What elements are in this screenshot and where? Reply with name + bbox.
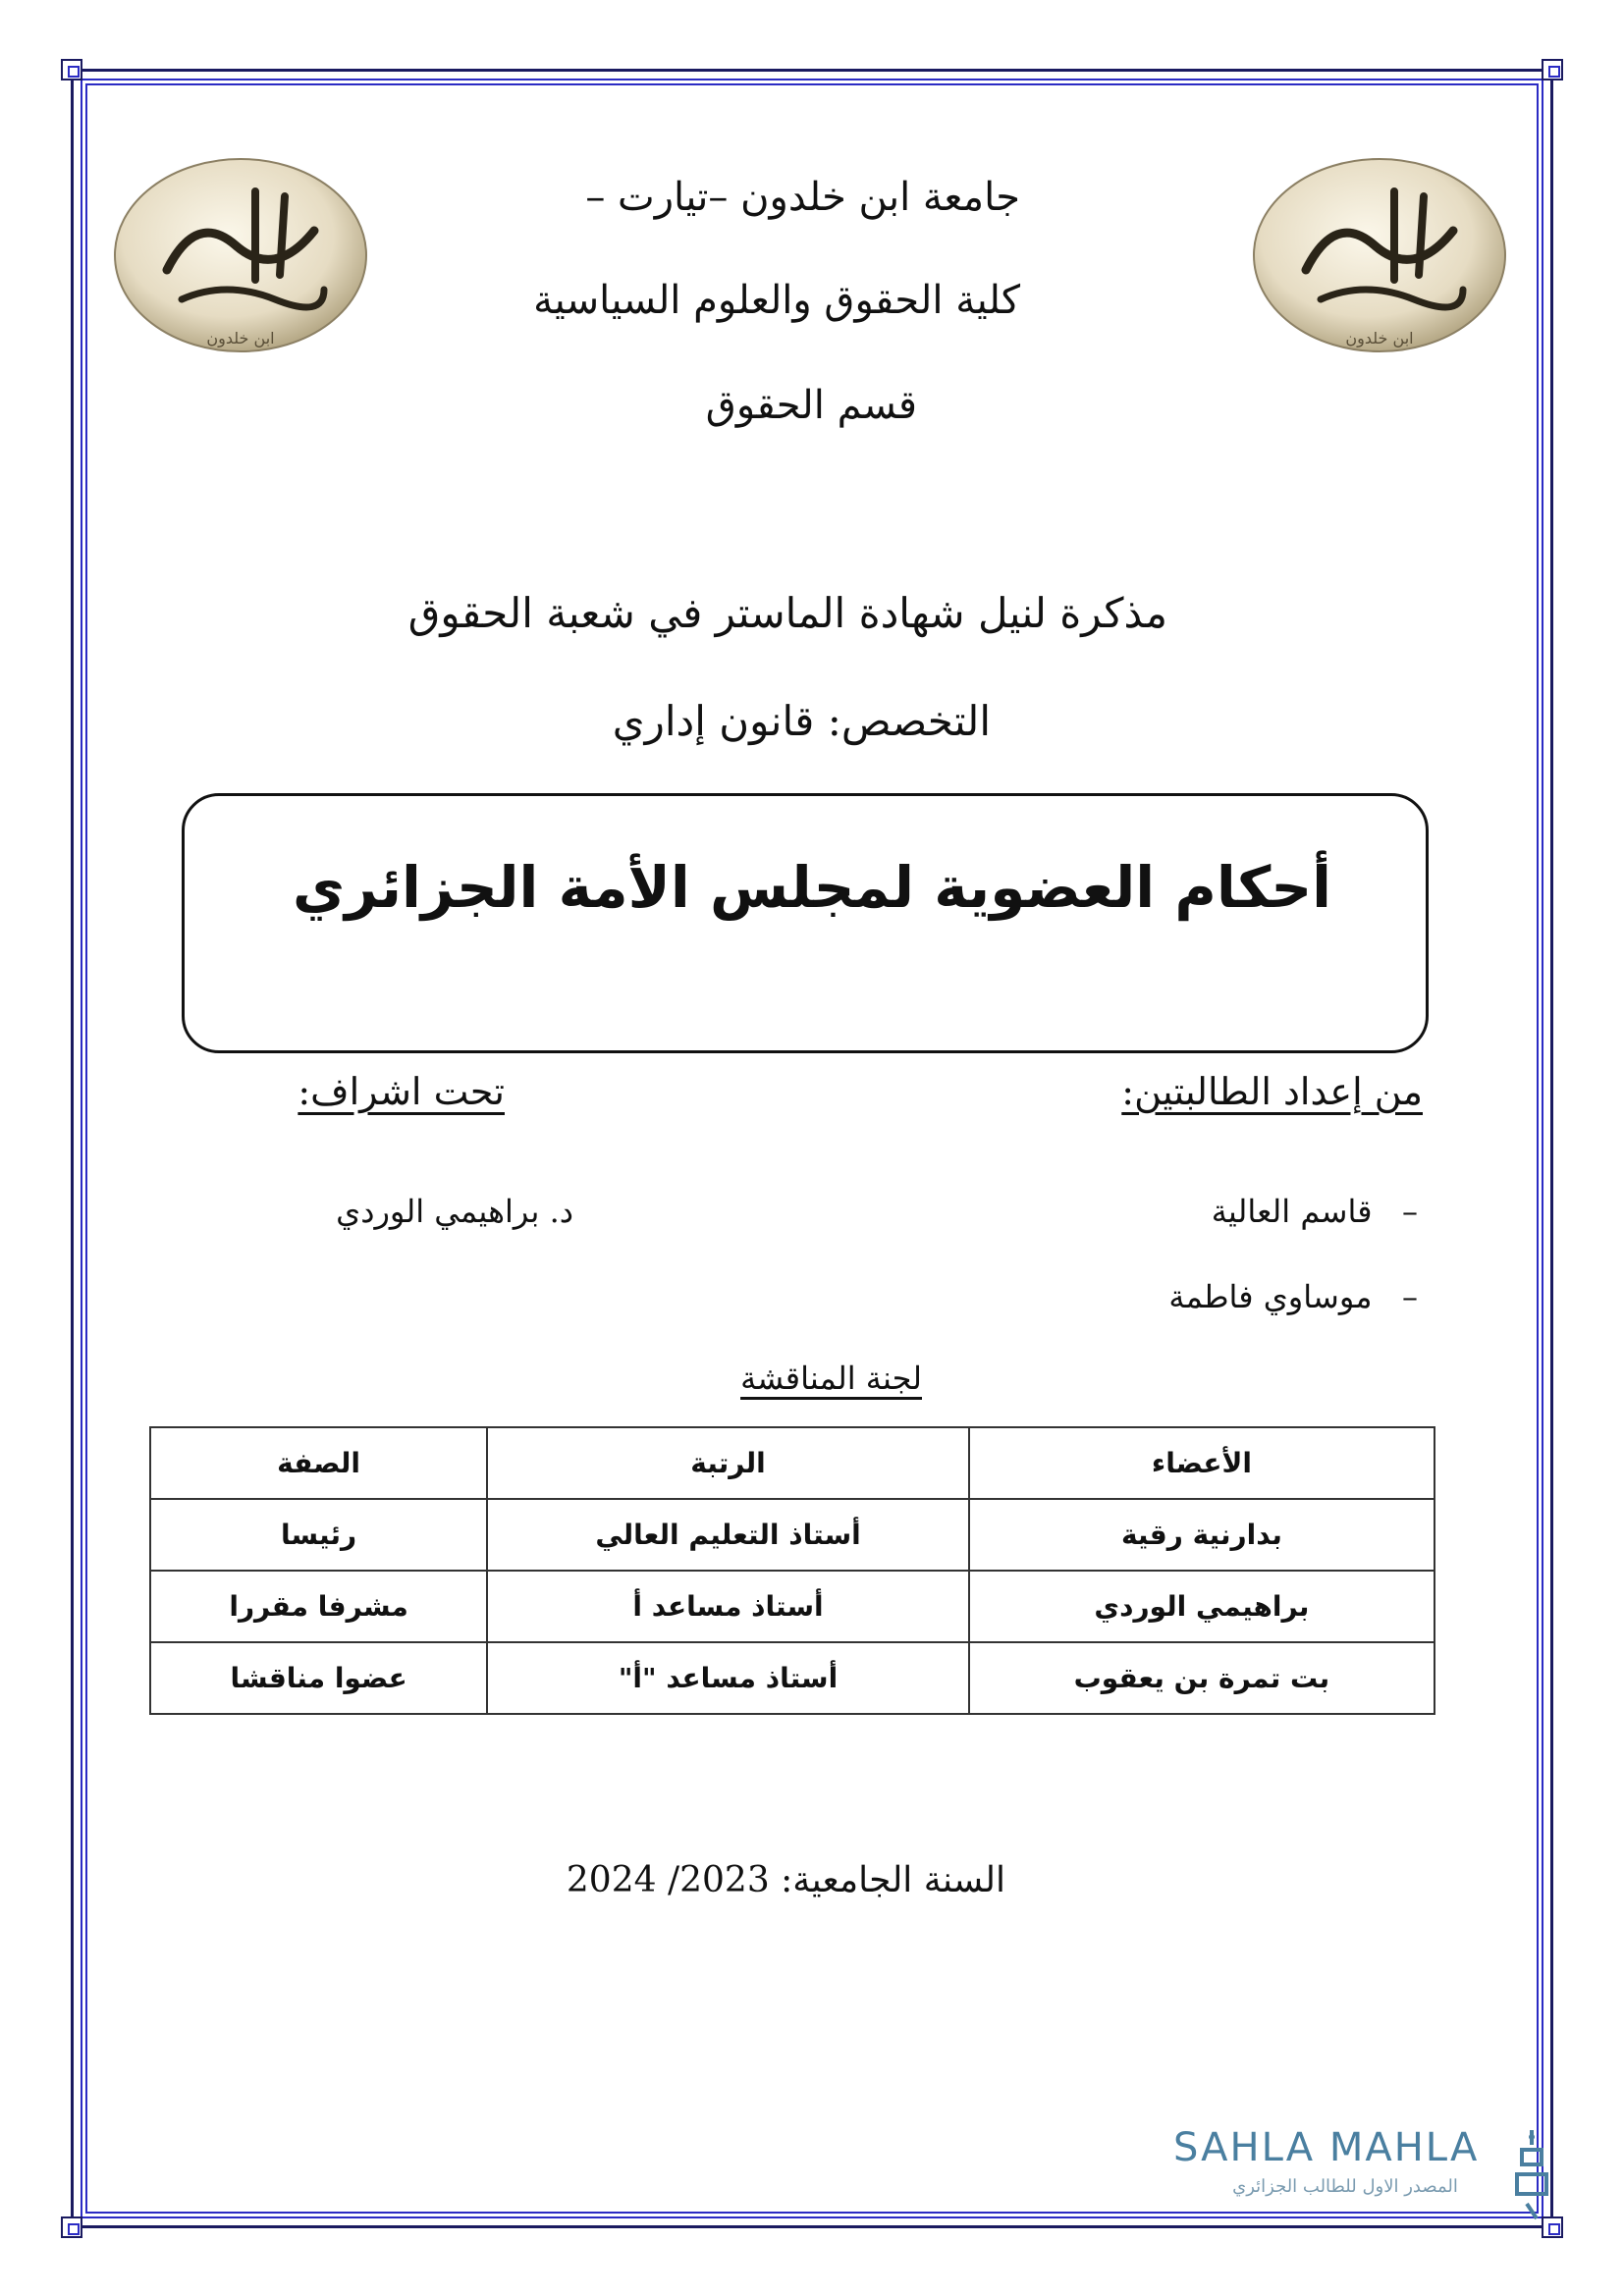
committee-label: لجنة المناقشة [740,1360,922,1397]
memo-specialty: التخصص: قانون إداري [612,697,991,745]
table-row [150,1571,1435,1642]
supervisor-name: د. براهيمي الوردي [336,1193,573,1230]
thesis-title: أحكام العضوية لمجلس الأمة الجزائري [292,854,1332,921]
table-cell: أستاذ التعليم العالي [487,1499,969,1571]
department-name: قسم الحقوق [705,383,917,428]
student-item [1168,1278,1418,1315]
logo-left-text: ابن خلدون [206,329,275,347]
table-cell: بت تمرة بن يعقوب [969,1642,1435,1714]
table-row [150,1642,1435,1714]
frame-corner-top-left [61,59,82,80]
university-name: جامعة ابن خلدون –تيارت – [585,175,1020,220]
university-logo-right [1247,152,1512,358]
table-cell: عضوا مناقشا [150,1642,487,1714]
academic-year: السنة الجامعية: 2023/ 2024 [566,1860,1005,1900]
watermark-tagline: المصدر الاول للطالب الجزائري [1232,2176,1458,2197]
column-header: الأعضاء [969,1427,1435,1499]
student-name: قاسم العالية [1211,1193,1373,1230]
column-header: الصفة [150,1427,487,1499]
table-cell: رئيسا [150,1499,487,1571]
committee-table [149,1426,1435,1715]
university-logo-left [108,152,373,358]
title-box [182,793,1429,1053]
table-cell: أستاذ مساعد أ [487,1571,969,1642]
table-cell: مشرفا مقررا [150,1571,487,1642]
frame-corner-top-right [1542,59,1563,80]
table-cell: براهيمي الوردي [969,1571,1435,1642]
column-header: الرتبة [487,1427,969,1499]
student-name: موساوي فاطمة [1168,1278,1373,1315]
table-header-row [150,1427,1435,1499]
watermark-brand: SAHLA MAHLA [1173,2125,1480,2170]
calligraphy-mark-icon [1507,2125,1556,2223]
supervision-label: تحت اشراف: [298,1070,505,1113]
bullet: – [1402,1193,1418,1230]
table-cell: أستاذ مساعد "أ" [487,1642,969,1714]
student-item [1212,1193,1418,1230]
frame-corner-bottom-left [61,2216,82,2238]
prepared-by-label: من إعداد الطالبتين: [1121,1070,1423,1113]
table-cell: بدارنية رقية [969,1499,1435,1571]
logo-right-text: ابن خلدون [1345,329,1414,347]
table-row [150,1499,1435,1571]
sahla-mahla-watermark [1173,2125,1546,2233]
bullet: – [1402,1278,1418,1315]
faculty-name: كلية الحقوق والعلوم السياسية [533,278,1020,323]
memo-purpose: مذكرة لنيل شهادة الماستر في شعبة الحقوق [407,589,1167,637]
